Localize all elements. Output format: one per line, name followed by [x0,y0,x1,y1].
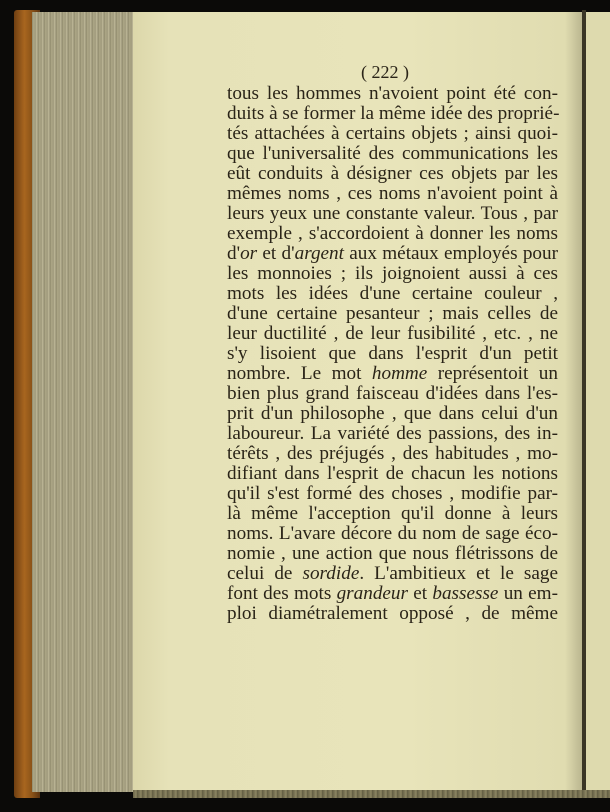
text-line [227,124,558,144]
text-line [227,524,558,544]
text-segment: tous les hommes n'avoient point été con- [227,83,558,104]
page-number: ( 222 ) [361,62,409,82]
text-segment: leur ductilité , de leur fusibilité , etc. , ne [227,323,558,344]
text-line [227,444,558,464]
text-segment: eût conduits à désigner ces objets par les [227,163,558,184]
text-line [227,304,558,324]
text-segment: laboureur. La variété des passions, des in- [227,423,558,444]
text-line [227,544,558,564]
text-segment: d'une certaine pesanteur ; mais celles de [227,303,558,324]
text-segment: et [408,583,433,604]
text-segment: les monnoies ; ils joignoient aussi à ces [227,263,558,284]
text-segment: s'y lisoient que dans l'esprit d'un petit [227,343,558,364]
text-line [227,84,558,104]
text-line [227,404,558,424]
text-line [227,244,558,264]
text-segment: térêts , des préjugés , des habitudes , mo- [227,443,558,464]
facing-page-edge [586,12,610,796]
text-line [227,484,558,504]
text-segment: prit d'un philosophe , que dans celui d'un [227,403,558,424]
text-segment: là même l'acception qu'il donne à leurs [227,503,558,524]
page-edges [32,12,134,792]
text-segment: que l'universalité des communications les [227,143,558,164]
text-segment: représentoit un [427,363,558,384]
text-line [227,184,558,204]
text-line [227,164,558,184]
italic-term: sordide [302,563,360,584]
text-segment: un em- [498,583,558,604]
text-segment: tés attachées à certains objets ; ainsi quoi- [227,123,558,144]
text-segment: exemple , s'accordoient à donner les noms [227,223,558,244]
text-line [227,344,558,364]
text-segment: mêmes noms , ces noms n'avoient point à [227,183,558,204]
text-line [227,264,558,284]
text-line [227,504,558,524]
text-segment: mots les idées d'une certaine couleur , [227,283,558,304]
text-segment: difiant dans l'esprit de chacun les notions [227,463,558,484]
text-segment: noms. L'avare décore du nom de sage éco- [227,523,558,544]
text-segment: font des mots [227,583,337,604]
text-line [227,284,558,304]
text-line [227,424,558,444]
text-line [227,464,558,484]
text-segment: celui de [227,563,303,584]
bottom-page-edge [133,790,610,798]
text-segment: duits à se former la même idée des proprié- [227,103,560,124]
text-line [227,584,558,604]
text-line [227,144,558,164]
italic-term: argent [294,243,344,264]
text-segment: ploi diamétralement opposé , de même [227,603,558,624]
text-segment: . L'ambitieux et le sage [359,563,558,584]
body-text [227,84,558,624]
text-line [227,204,558,224]
text-line [227,384,558,404]
text-segment: qu'il s'est formé des choses , modifie par- [227,483,558,504]
italic-term: or [240,243,258,264]
text-segment: nomie , une action que nous flétrissons de [227,543,558,564]
text-segment: nombre. Le mot [227,363,372,384]
italic-term: homme [371,363,428,384]
text-segment: aux métaux employés pour [343,243,558,264]
text-segment: et d' [257,243,295,264]
italic-term: bassesse [432,583,499,604]
text-segment: d' [227,243,241,264]
text-line [227,364,558,384]
text-segment: bien plus grand faisceau d'idées dans l'es- [227,383,558,404]
text-segment: leurs yeux une constante valeur. Tous , par [227,203,558,224]
italic-term: grandeur [336,583,408,604]
text-line [227,224,558,244]
text-line [227,604,558,624]
text-line [227,324,558,344]
text-line [227,104,558,124]
text-line [227,564,558,584]
